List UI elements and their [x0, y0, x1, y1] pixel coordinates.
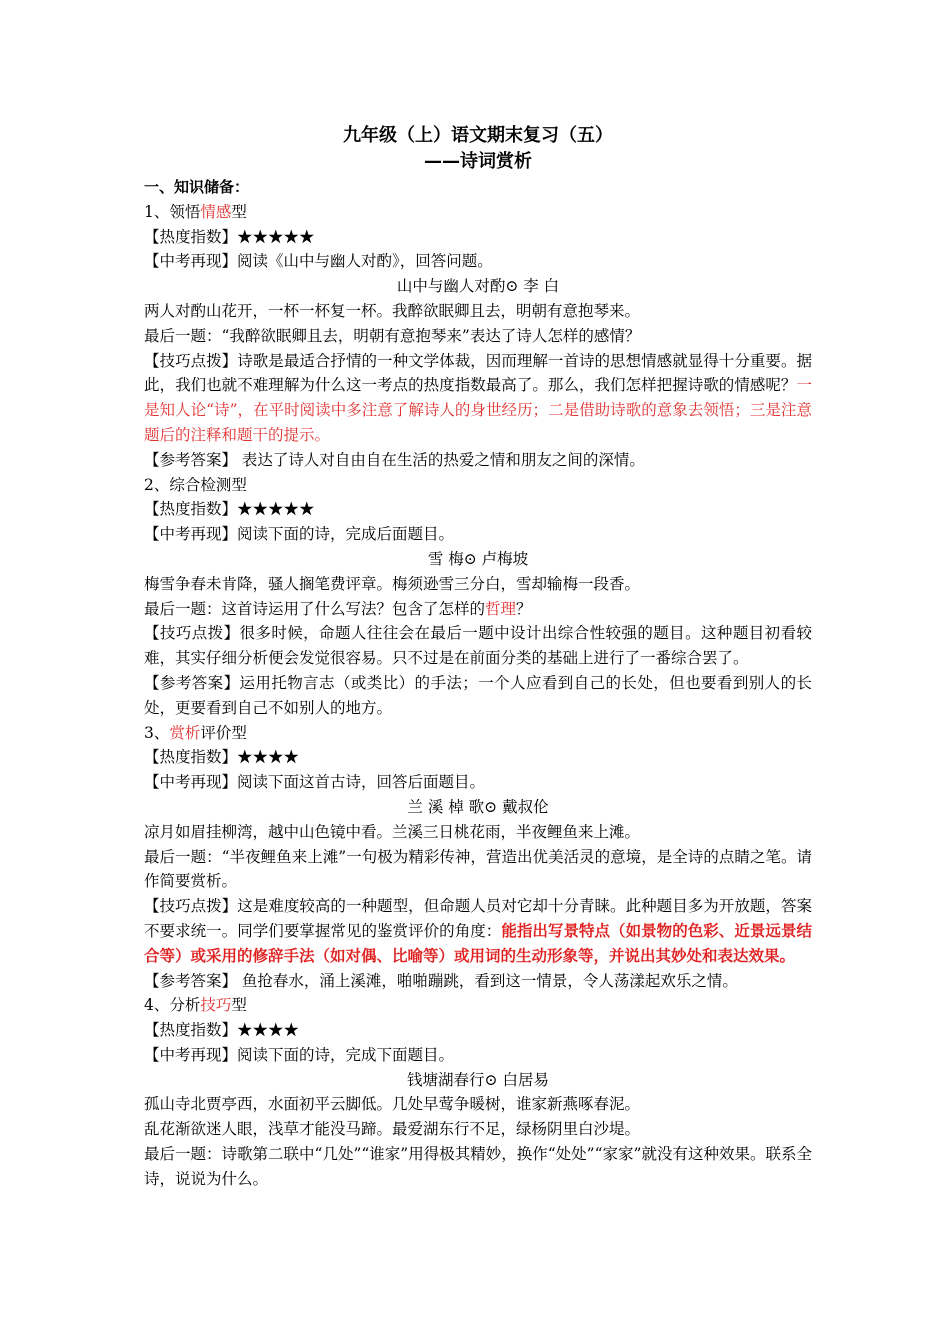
section-heading: 一、知识储备：	[144, 178, 250, 196]
tip	[144, 894, 812, 968]
poem-line: 凉月如眉挂柳湾，越中山色镜中看。兰溪三日桃花雨，半夜鲤鱼来上滩。	[144, 822, 641, 841]
poem-line: 孤山寺北贾亭西，水面初平云脚低。几处早莺争暖树，谁家新燕啄春泥。	[144, 1095, 641, 1114]
section-1-heading	[144, 200, 812, 225]
question-highlight: 哲理	[485, 599, 517, 618]
tip-highlight: 一是知人论“诗”，在平时阅读中多注意了解诗人的身世经历；二是借助诗歌的意象去领悟；三是注意题后的注释和题干的提示。	[144, 376, 812, 444]
document-subtitle: ——诗词赏析	[424, 151, 532, 172]
exam-prompt: 【中考再现】阅读下面这首古诗，回答后面题目。	[144, 773, 486, 792]
heat-index: 【热度指数】★★★★	[144, 1021, 300, 1040]
heat-index: 【热度指数】★★★★	[144, 748, 300, 767]
answer: 【参考答案】 鱼抢春水，涌上溪滩，啪啪蹦跳，看到这一情景，令人荡漾起欢乐之情。	[144, 971, 738, 990]
tip	[144, 349, 812, 448]
heading-suffix: 评价型	[200, 723, 247, 742]
exam-prompt: 【中考再现】阅读下面的诗，完成下面题目。	[144, 1045, 455, 1064]
tip-text: 【技巧点拨】诗歌是最适合抒情的一种文学体裁，因而理解一首诗的思想情感就显得十分重要。据此，我们也就不难理解为什么这一考点的热度指数最高了。那么，我们怎样把握诗歌的情感呢？	[144, 351, 812, 395]
section-1	[144, 200, 812, 473]
document-body	[144, 123, 812, 1192]
question: 最后一题：“我醉欲眠卿且去，明朝有意抱琴来”表达了诗人怎样的感情？	[144, 326, 641, 345]
poem-line: 梅雪争春未肯降，骚人搁笔费评章。梅须逊雪三分白，雪却输梅一段香。	[144, 574, 641, 593]
section-2	[144, 473, 812, 721]
heading-highlight: 情感	[200, 202, 232, 221]
poem-line: 两人对酌山花开，一杯一杯复一杯。我醉欲眠卿且去，明朝有意抱琴来。	[144, 301, 641, 320]
question: 最后一题：“半夜鲤鱼来上滩”一句极为精彩传神，营造出优美活灵的意境，是全诗的点睛之笔。请作简要赏析。	[144, 847, 812, 891]
heat-index: 【热度指数】★★★★★	[144, 500, 315, 519]
section-3	[144, 721, 812, 994]
exam-prompt: 【中考再现】阅读下面的诗，完成后面题目。	[144, 525, 455, 544]
heading-text: 4、分析	[144, 996, 201, 1015]
answer: 【参考答案】运用托物言志（或类比）的手法；一个人应看到自己的长处，但也要看到别人的长处，更要看到自己不如别人的地方。	[144, 673, 812, 717]
heading-highlight: 赏析	[169, 723, 201, 742]
exam-prompt: 【中考再现】阅读《山中与幽人对酌》，回答问题。	[144, 252, 493, 271]
heading-text: 3、	[144, 723, 170, 742]
question-text: 最后一题：这首诗运用了什么写法？包含了怎样的	[144, 599, 486, 618]
heading-text: 1、领悟	[144, 202, 201, 221]
section-4-heading	[144, 993, 812, 1018]
tip: 【技巧点拨】很多时候，命题人往往会在最后一题中设计出综合性较强的题目。这种题目初看较难，其实仔细分析便会发觉很容易。只不过是在前面分类的基础上进行了一番综合罢了。	[144, 624, 812, 668]
poem-line: 乱花渐欲迷人眼，浅草才能没马蹄。最爱湖东行不足，绿杨阴里白沙堤。	[144, 1120, 641, 1139]
document-title: 九年级（上）语文期末复习（五）	[343, 125, 613, 146]
heading-suffix: 型	[231, 202, 247, 221]
question-suffix: ？	[516, 599, 532, 618]
tip-text: 【技巧点拨】这是难度较高的一种题型，但命题人员对它却十分青睐。此种题目多为开放题，答案不要求统一。同学们要掌握常见的鉴赏评价的角度：	[144, 897, 812, 940]
question	[144, 597, 812, 622]
tip-highlight: 能指出写景特点（如景物的色彩、近景远景结合等）或采用的修辞手法（如对偶、比喻等）或用词的生动形象等，并说出其妙处和表达效果。	[144, 921, 812, 965]
section-4	[144, 993, 812, 1191]
heat-index: 【热度指数】★★★★★	[144, 227, 315, 246]
section-3-heading	[144, 721, 812, 746]
heading-highlight: 技巧	[200, 996, 232, 1015]
poem-title: 山中与幽人对酌⊙ 李 白	[396, 277, 560, 296]
question: 最后一题：诗歌第二联中“几处”“谁家”用得极其精妙，换作“处处”“家家”就没有这种效果。联系全诗，说说为什么。	[144, 1145, 812, 1188]
poem-title: 雪 梅⊙ 卢梅坡	[427, 549, 529, 568]
heading-suffix: 型	[231, 996, 247, 1015]
answer: 【参考答案】 表达了诗人对自由自在生活的热爱之情和朋友之间的深情。	[144, 450, 645, 469]
section-2-heading: 2、综合检测型	[144, 475, 247, 494]
poem-title: 兰 溪 棹 歌⊙ 戴叔伦	[407, 797, 549, 816]
poem-title: 钱塘湖春行⊙ 白居易	[407, 1070, 549, 1089]
